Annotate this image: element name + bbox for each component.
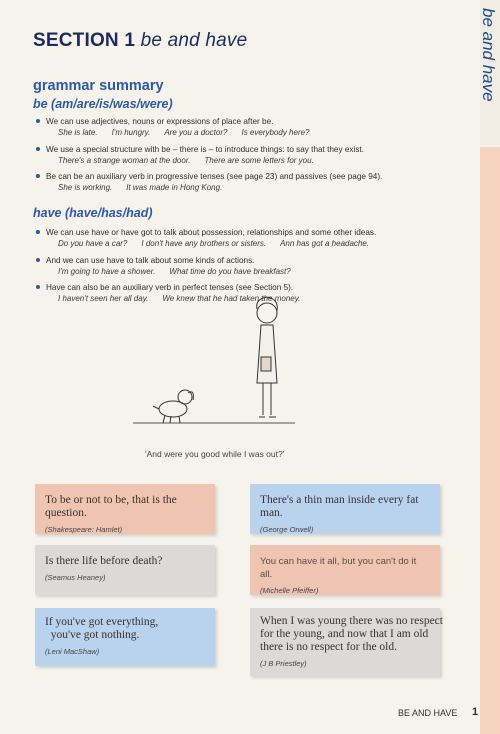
have-heading: have (have/has/had) xyxy=(33,206,153,220)
quote-source: (Michelle Pfeiffer) xyxy=(260,586,319,595)
woman-drawing xyxy=(257,297,278,417)
have-bullet-3: Have can also be an auxiliary verb in perfect tenses (see Section 5). xyxy=(36,282,293,293)
section-title xyxy=(33,30,247,52)
quote-card xyxy=(250,484,440,534)
have-bullet-1: We can use have or have got to talk about possession, relationships and some other ideas. xyxy=(36,227,376,238)
be-bullet-1: We can use adjectives, nouns or expressions of place after be. xyxy=(36,116,273,127)
quote-text: Is there life before death? xyxy=(45,555,163,567)
page-number: 1 xyxy=(472,706,479,718)
have-bullet-2: And we can use have to talk about some kinds of actions. xyxy=(36,255,254,266)
section-title-italic: be and have xyxy=(140,30,248,51)
quote-text: When I was young there was no respect for the young, and now that I am old there is no respect for the old. xyxy=(260,615,443,653)
quote-card xyxy=(35,608,215,666)
quote-text: If you've got everything, you've got nothing. xyxy=(45,616,159,641)
be-examples-1: She is late. I'm hungry. Are you a doctor? Is everybody here? xyxy=(58,128,310,137)
quote-text: To be or not to be, that is the question. xyxy=(45,494,177,519)
footer-label: BE AND HAVE xyxy=(398,708,458,718)
be-examples-3: She is working. It was made in Hong Kong. xyxy=(58,183,223,192)
have-examples-1: Do you have a car? I don't have any brothers or sisters. Ann has got a headache. xyxy=(58,239,370,248)
quote-card xyxy=(35,545,215,595)
quote-text: There's a thin man inside every fat man. xyxy=(260,494,419,519)
quote-source: (Seamus Heaney) xyxy=(45,573,106,582)
grammar-summary-heading: grammar summary xyxy=(33,78,164,94)
quote-text: You can have it all, but you can't do it all. xyxy=(260,556,417,580)
cartoon-caption: 'And were you good while I was out?' xyxy=(145,449,285,459)
section-prefix: SECTION 1 xyxy=(33,30,136,51)
quote-card xyxy=(35,484,215,534)
quote-card xyxy=(250,608,443,676)
quote-source: (Leni MacShaw) xyxy=(45,647,100,656)
side-tab-label: be and have xyxy=(479,8,498,102)
quote-source: (J B Priestley) xyxy=(260,659,307,668)
quote-source: (Shakespeare: Hamlet) xyxy=(45,525,123,534)
quote-source: (George Orwell) xyxy=(260,525,314,534)
side-color-bar xyxy=(480,147,500,734)
be-bullet-2: We use a special structure with be – there is – to introduce things: to say that they exist. xyxy=(36,144,364,155)
have-examples-2: I'm going to have a shower. What time do you have breakfast? xyxy=(58,267,291,276)
be-examples-2: There's a strange woman at the door. There are some letters for you. xyxy=(58,156,314,165)
be-bullet-3: Be can be an auxiliary verb in progressive tenses (see page 23) and passives (see page 94). xyxy=(36,171,382,182)
dog-drawing xyxy=(153,390,193,423)
quote-card xyxy=(250,545,440,595)
be-heading: be (am/are/is/was/were) xyxy=(33,97,173,111)
cartoon-illustration xyxy=(125,285,305,435)
have-examples-3: I haven't seen her all day. We knew that he had taken the money. xyxy=(58,294,301,303)
